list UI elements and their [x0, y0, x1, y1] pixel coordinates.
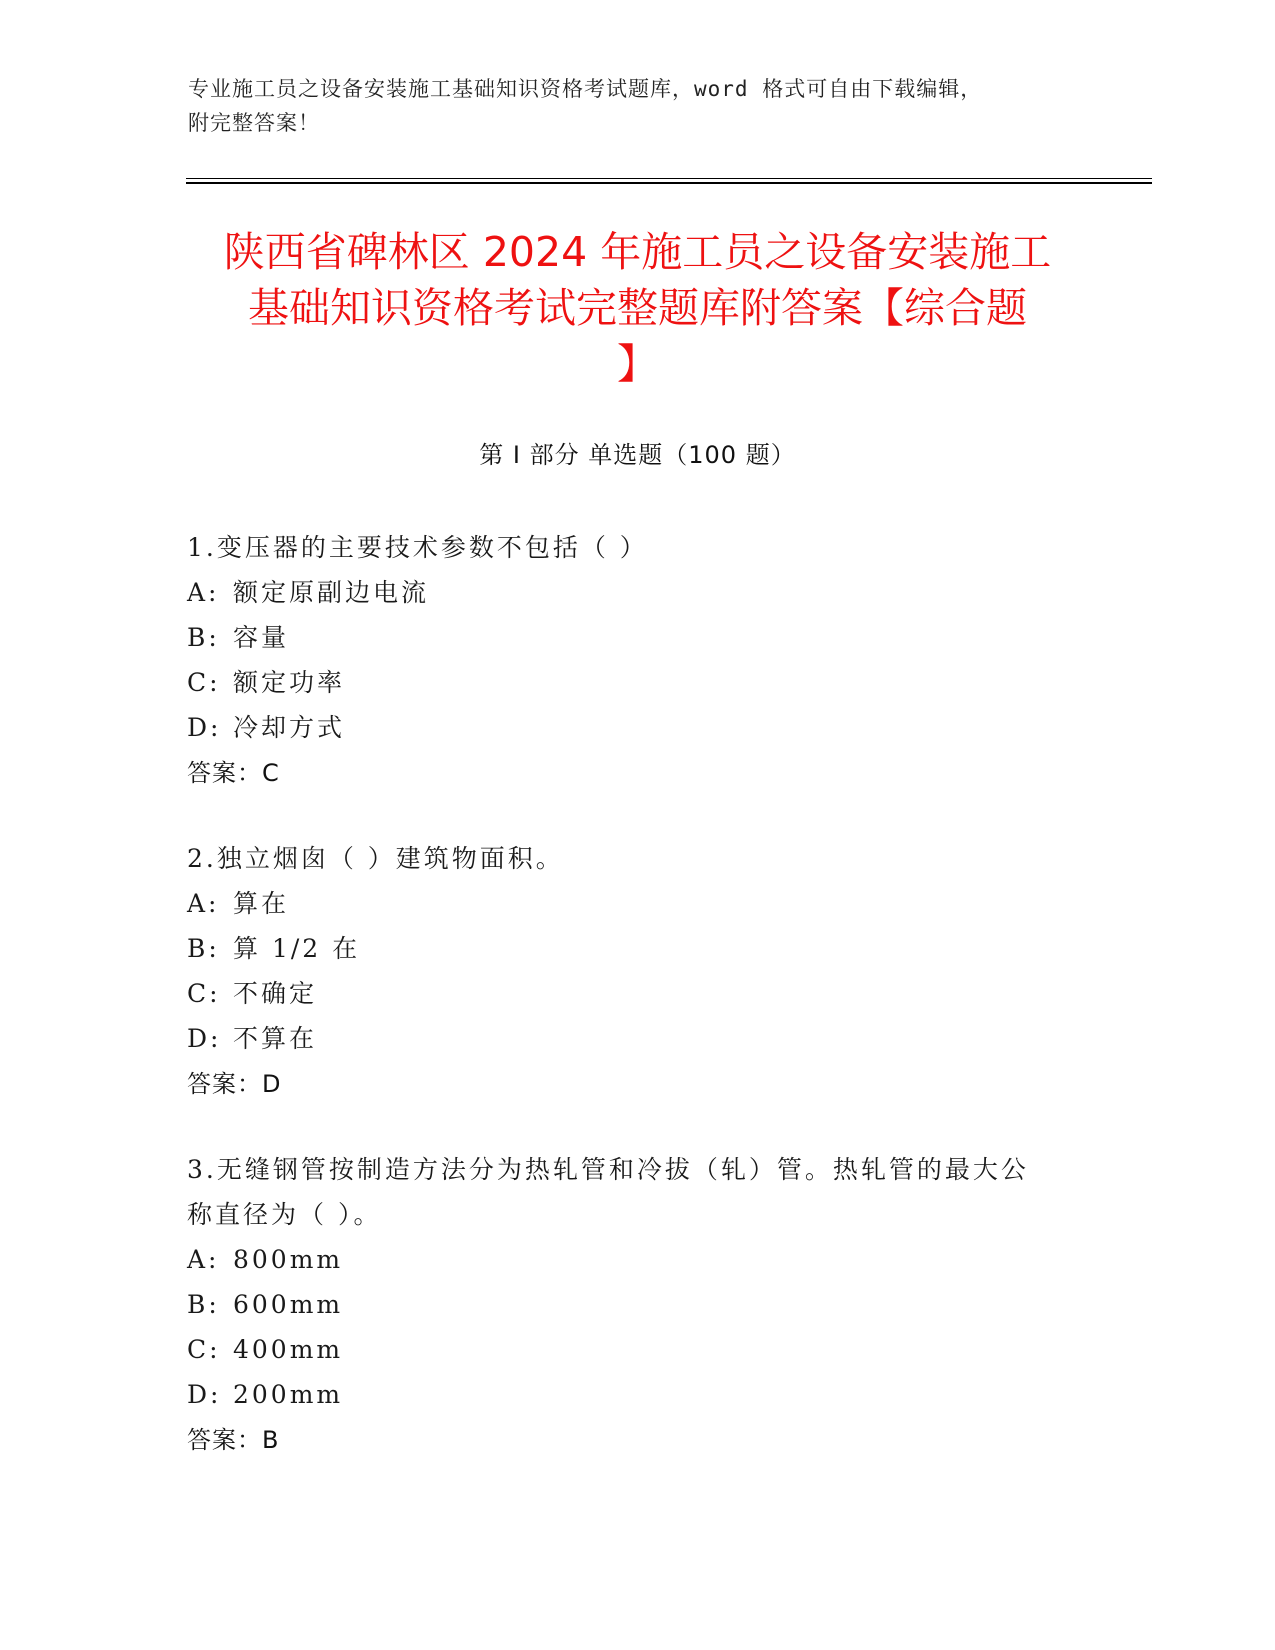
- option-label: B:: [187, 1290, 220, 1319]
- option-text: 400mm: [233, 1335, 344, 1364]
- document-title: [160, 224, 1115, 392]
- option-d: [187, 1372, 1087, 1417]
- header-note-line-2: 附完整答案！: [188, 111, 320, 135]
- question-3: [187, 1147, 1087, 1463]
- option-label: D:: [187, 1024, 222, 1053]
- answer-line: 答案：C: [187, 759, 280, 787]
- answer-line: 答案：B: [187, 1426, 280, 1454]
- option-label: B:: [187, 934, 220, 963]
- document-title-line-2: 基础知识资格考试完整题库附答案【综合题: [248, 284, 1027, 332]
- option-d: [187, 705, 1087, 750]
- question-stem: 2.独立烟囱（ ）建筑物面积。: [187, 844, 564, 873]
- option-b: [187, 926, 1087, 971]
- option-label: D:: [187, 1380, 222, 1409]
- option-text: 200mm: [233, 1380, 344, 1409]
- option-a: [187, 881, 1087, 926]
- option-text: 不算在: [233, 1024, 318, 1053]
- option-label: C:: [187, 979, 221, 1008]
- option-text: 算 1/2 在: [233, 934, 361, 963]
- option-label: A:: [187, 1245, 220, 1274]
- option-c: [187, 1327, 1087, 1372]
- header-divider-thick: [186, 182, 1152, 184]
- question-stem: 3.无缝钢管按制造方法分为热轧管和冷拔（轧）管。热轧管的最大公: [187, 1155, 1029, 1184]
- question-stem-continued: 称直径为（ ）。: [187, 1200, 382, 1229]
- option-d: [187, 1016, 1087, 1061]
- option-text: 不确定: [233, 979, 318, 1008]
- question-stem: 1.变压器的主要技术参数不包括（ ）: [187, 533, 648, 562]
- option-text: 额定功率: [233, 668, 346, 697]
- option-b: [187, 615, 1087, 660]
- header-note-line-1: 专业施工员之设备安装施工基础知识资格考试题库，word 格式可自由下载编辑，: [188, 77, 983, 101]
- question-2: [187, 836, 1087, 1107]
- option-label: A:: [187, 578, 220, 607]
- document-title-line-3: 】: [617, 340, 658, 388]
- option-label: D:: [187, 713, 222, 742]
- question-1: [187, 525, 1087, 796]
- option-a: [187, 570, 1087, 615]
- option-a: [187, 1237, 1087, 1282]
- option-text: 冷却方式: [233, 713, 346, 742]
- option-text: 容量: [233, 623, 290, 652]
- option-text: 额定原副边电流: [233, 578, 430, 607]
- option-text: 800mm: [233, 1245, 344, 1274]
- question-list: [187, 525, 1087, 1503]
- option-label: C:: [187, 668, 221, 697]
- option-c: [187, 660, 1087, 705]
- section-heading: 第 I 部分 单选题（100 题）: [479, 441, 796, 469]
- option-text: 算在: [233, 889, 290, 918]
- header-divider-thin: [186, 178, 1152, 179]
- answer-line: 答案：D: [187, 1070, 282, 1098]
- option-label: A:: [187, 889, 220, 918]
- option-c: [187, 971, 1087, 1016]
- option-label: B:: [187, 623, 220, 652]
- document-title-line-1: 陕西省碑林区 2024 年施工员之设备安装施工: [223, 228, 1052, 276]
- option-b: [187, 1282, 1087, 1327]
- header-note: [188, 72, 1068, 140]
- option-text: 600mm: [233, 1290, 344, 1319]
- option-label: C:: [187, 1335, 221, 1364]
